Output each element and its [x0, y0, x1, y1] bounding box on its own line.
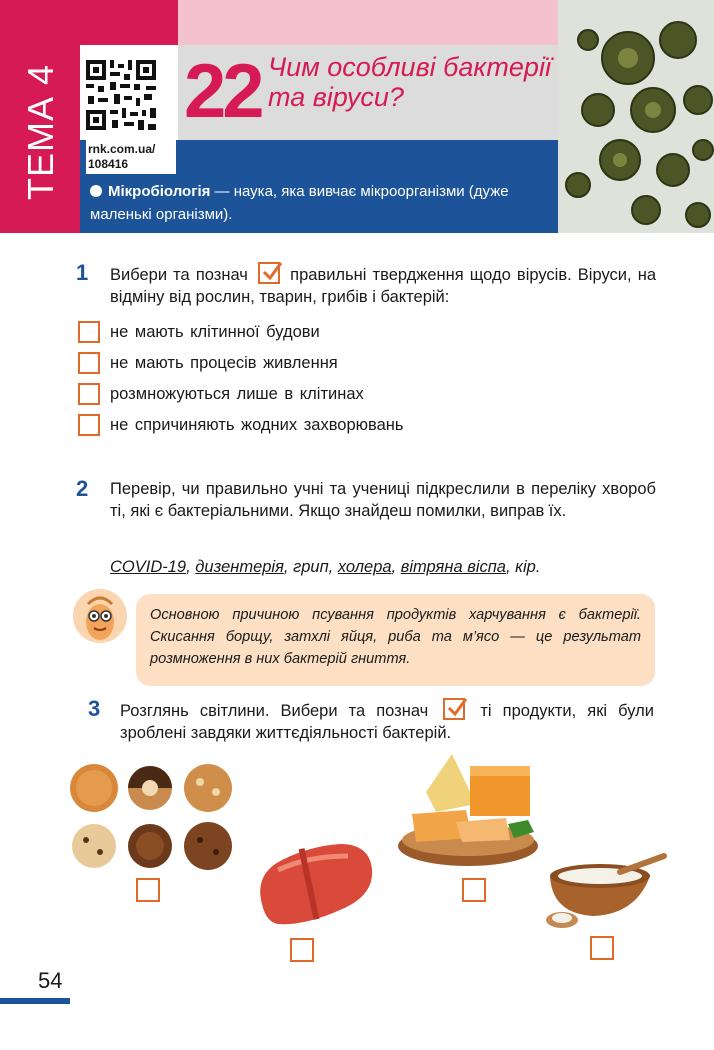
checkmark-icon [258, 262, 280, 284]
sausage-checkbox[interactable] [290, 938, 314, 962]
lesson-number: 22 [184, 49, 261, 134]
cookies-checkbox[interactable] [136, 878, 160, 902]
task1-option-label: не мають клітинної будови [110, 323, 320, 341]
task1-number: 1 [76, 260, 89, 285]
definition-box [90, 180, 552, 226]
task1-text-before: Вибери та познач [110, 266, 248, 284]
checkmark-icon [443, 698, 465, 720]
cookie-icon [70, 764, 232, 870]
task3-text-before: Розглянь світлини. Вибери та познач [120, 702, 429, 720]
yogurt-checkbox[interactable] [590, 936, 614, 960]
qr-code-icon [84, 58, 158, 132]
task1-text-after: правильні твердження щодо вірусів. Віруси, на відміну від рослин, тварин, грибів і бактерій: [110, 266, 656, 306]
disease-list: COVID-19, дизентерія, грип, холера, вітряна віспа, кір. [110, 558, 541, 576]
disease-item[interactable]: COVID-19 [110, 558, 187, 576]
disease-item[interactable]: кір [515, 558, 536, 576]
task2-number: 2 [76, 476, 89, 501]
checkbox[interactable] [78, 321, 100, 343]
cheese-photo [396, 752, 546, 870]
info-note: Основною причиною псування продуктів харчування є бактерії. Скисання борщу, затхлі яйця, риба та м’ясо — це результат розмноження в них бактерій гниття. [136, 594, 655, 686]
theme-label: ТЕМА 4 [20, 63, 61, 200]
sausage-icon [260, 844, 372, 924]
task1-option-label: не спричиняють жодних захворювань [110, 416, 404, 434]
sausage-photo [248, 826, 378, 936]
task3-number: 3 [88, 696, 101, 721]
definition-term: Мікробіологія [108, 183, 211, 200]
checkbox[interactable] [78, 352, 100, 374]
checkbox[interactable] [78, 414, 100, 436]
bacteria-cells-image [558, 0, 714, 233]
disease-item[interactable]: дизентерія [195, 558, 284, 576]
page-number-bar [0, 998, 70, 1004]
task1-option-label: розмножуються лише в клітинах [110, 385, 364, 403]
qr-link-line1: rnk.com.ua/ [88, 142, 156, 156]
task2-text: Перевір, чи правильно учні та учениці підкреслили в переліку хвороб ті, які є бактеріальними. Якщо знайдеш помилки, виправ їх. [110, 480, 656, 520]
cheese-icon [398, 754, 538, 866]
header-pink-strip [178, 0, 558, 45]
definition-text: — наука, яка вивчає мікроорганізми (дуже маленькі організми). [90, 183, 509, 223]
cookies-photo [66, 762, 236, 874]
qr-link-line2: 108416 [88, 157, 129, 171]
disease-item[interactable]: вітряна віспа [400, 558, 506, 576]
microscope-photo [558, 0, 714, 233]
cheese-checkbox[interactable] [462, 878, 486, 902]
bullet-icon [90, 185, 102, 197]
disease-item[interactable]: грип [293, 558, 329, 576]
professor-avatar [70, 588, 130, 644]
task3-text [120, 698, 654, 744]
page-number: 54 [38, 968, 63, 993]
professor-icon [70, 588, 130, 644]
disease-item[interactable]: холера [337, 558, 392, 576]
qr-link-caption[interactable] [86, 140, 176, 174]
qr-code[interactable] [84, 58, 158, 132]
task3-text-after: ті продукти, які були зроблені завдяки життєдіяльності бактерій. [120, 702, 654, 742]
yogurt-icon [546, 856, 664, 928]
task1-text [110, 262, 656, 308]
yogurt-photo [544, 852, 668, 938]
lesson-title: Чим особливі бактерії та віруси? [268, 52, 551, 112]
task1-option-label: не мають процесів живлення [110, 354, 338, 372]
checkbox[interactable] [78, 383, 100, 405]
